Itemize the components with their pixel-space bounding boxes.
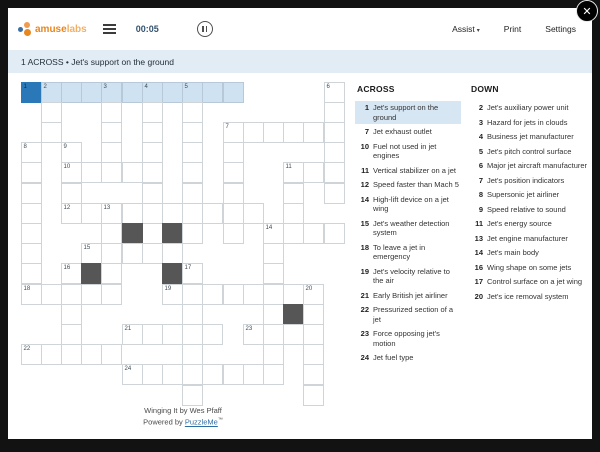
grid-cell[interactable] [21, 344, 42, 365]
cell-number: 22 [23, 345, 31, 352]
clue-number: 3 [478, 117, 483, 127]
clue-text: Major jet aircraft manufacturer [487, 161, 588, 170]
clue-number: 7 [364, 127, 369, 136]
cell-number: 7 [225, 123, 229, 130]
clue-text: High-lift device on a jet wing [373, 194, 449, 213]
grid-cell[interactable] [142, 162, 163, 183]
clue-text: Jet's weather detection system [373, 218, 450, 237]
grid-cell[interactable] [142, 142, 163, 163]
cell-number: 17 [184, 264, 192, 271]
clue-text: Early British jet airliner [373, 290, 448, 300]
cell-number: 14 [265, 224, 273, 231]
grid-cell[interactable] [101, 122, 122, 143]
across-clues-panel [355, 84, 461, 366]
grid-cell[interactable] [162, 82, 183, 103]
cell-number: 11 [285, 163, 292, 170]
grid-cell[interactable] [61, 344, 82, 365]
grid-cell[interactable] [182, 324, 203, 345]
grid-cell[interactable] [303, 284, 324, 305]
grid-cell[interactable] [243, 364, 264, 385]
cell-number: 10 [63, 163, 71, 170]
grid-cell[interactable] [324, 162, 345, 183]
grid-cell[interactable] [223, 122, 244, 143]
clue-number: 15 [360, 218, 369, 228]
grid-cell[interactable] [283, 183, 304, 204]
clue-text: Speed faster than Mach 5 [373, 180, 459, 189]
grid-cell[interactable] [303, 122, 324, 143]
grid-cell[interactable] [182, 142, 203, 163]
grid-cell[interactable] [41, 82, 62, 103]
grid-cell[interactable] [162, 324, 183, 345]
grid-cell[interactable] [324, 102, 345, 123]
grid-cell[interactable] [202, 82, 223, 103]
grid-cell[interactable] [142, 82, 163, 103]
grid-cell[interactable] [81, 284, 102, 305]
grid-cell[interactable] [142, 324, 163, 345]
grid-cell[interactable] [283, 324, 304, 345]
grid-cell[interactable] [182, 102, 203, 123]
clue-text: Jet exhaust outlet [373, 127, 432, 136]
grid-cell[interactable] [263, 304, 284, 325]
grid-cell[interactable] [324, 142, 345, 163]
grid-cell[interactable] [283, 162, 304, 183]
grid-cell[interactable] [303, 304, 324, 325]
grid-cell[interactable] [41, 122, 62, 143]
clue-number: 11 [361, 165, 369, 175]
grid-cell[interactable] [223, 162, 244, 183]
grid-cell[interactable] [122, 364, 143, 385]
grid-cell[interactable] [303, 385, 324, 406]
grid-cell[interactable] [61, 183, 82, 204]
grid-cell[interactable] [41, 102, 62, 123]
grid-cell[interactable] [101, 284, 122, 305]
grid-cell[interactable] [101, 203, 122, 224]
grid-cell[interactable] [263, 263, 284, 284]
grid-cell[interactable] [101, 344, 122, 365]
cell-number: 1 [23, 83, 27, 90]
grid-cell[interactable] [21, 183, 42, 204]
clue-text: Jet engine manufacturer [487, 233, 568, 243]
cell-number: 8 [23, 143, 27, 150]
grid-cell[interactable] [283, 284, 304, 305]
clue-number: 14 [474, 248, 483, 257]
cell-number: 19 [164, 285, 172, 292]
cell-number: 13 [103, 204, 111, 211]
cell-number: 21 [124, 325, 132, 332]
grid-cell[interactable] [303, 324, 324, 345]
clue-down-13[interactable] [469, 232, 595, 246]
clue-number: 5 [478, 146, 483, 156]
grid-cell[interactable] [202, 203, 223, 224]
grid-cell[interactable] [101, 263, 122, 284]
grid-cell[interactable] [182, 82, 203, 103]
grid-cell[interactable] [162, 284, 183, 305]
print-button[interactable]: Print [503, 24, 522, 34]
grid-cell[interactable] [21, 142, 42, 163]
grid-cell[interactable] [223, 203, 244, 224]
cell-number: 9 [63, 143, 67, 150]
clue-text: Vertical stabilizer on a jet [373, 165, 456, 175]
clue-text: Speed relative to sound [487, 204, 566, 214]
clue-text: Pressurized section of a jet [373, 305, 454, 324]
grid-cell[interactable] [122, 243, 143, 264]
clue-text: Fuel not used in jet engines [373, 141, 437, 160]
clue-across-18[interactable] [355, 241, 461, 264]
clue-text: Jet's velocity relative to the air [373, 266, 450, 285]
clue-number: 1 [364, 103, 369, 112]
clue-text: Jet's pitch control surface [487, 146, 572, 156]
clue-text: Wing shape on some jets [487, 262, 572, 272]
grid-cell[interactable] [21, 203, 42, 224]
clue-down-9[interactable] [469, 203, 595, 217]
grid-cell[interactable] [182, 385, 203, 406]
grid-cell[interactable] [243, 284, 264, 305]
grid-cell[interactable] [283, 122, 304, 143]
clue-down-8[interactable] [469, 188, 595, 202]
grid-cell[interactable] [101, 223, 122, 244]
clue-number: 18 [360, 242, 369, 252]
grid-cell[interactable] [142, 243, 163, 264]
grid-cell[interactable] [223, 183, 244, 204]
clue-across-24[interactable] [355, 351, 461, 365]
grid-cell[interactable] [41, 344, 62, 365]
grid-cell[interactable] [263, 223, 284, 244]
puzzleme-link[interactable]: PuzzleMe [184, 417, 218, 427]
cell-number: 24 [124, 365, 132, 372]
grid-cell[interactable] [61, 142, 82, 163]
current-clue-text: 1 ACROSS • Jet's support on the ground [21, 56, 174, 67]
grid-cell[interactable] [223, 142, 244, 163]
clue-number: 14 [360, 194, 369, 204]
clue-text: Jet's main body [487, 248, 539, 257]
clue-number: 6 [478, 161, 483, 170]
clue-text: Supersonic jet airliner [487, 190, 560, 199]
down-clues-panel [469, 84, 595, 304]
grid-cell[interactable] [324, 82, 345, 103]
down-heading: DOWN [471, 84, 499, 94]
grid-cell[interactable] [182, 263, 203, 284]
cell-number: 18 [23, 285, 31, 292]
grid-cell[interactable] [61, 284, 82, 305]
grid-cell[interactable] [122, 324, 143, 345]
close-icon[interactable]: ✕ [576, 0, 598, 22]
grid-cell[interactable] [21, 82, 42, 103]
assist-label: Assist [452, 24, 475, 34]
grid-cell[interactable] [41, 284, 62, 305]
grid-cell[interactable] [122, 82, 143, 103]
clue-across-10[interactable] [355, 140, 461, 163]
grid-cell[interactable] [303, 162, 324, 183]
grid-cell[interactable] [21, 243, 42, 264]
grid-cell[interactable] [101, 142, 122, 163]
grid-cell[interactable] [122, 203, 143, 224]
grid-cell[interactable] [61, 82, 82, 103]
cell-number: 15 [83, 244, 91, 251]
clue-text: Control surface on a jet wing [487, 277, 583, 286]
grid-block-cell [283, 304, 304, 325]
grid-cell[interactable] [61, 324, 82, 345]
clue-text: To leave a jet in emergency [373, 242, 426, 261]
grid-cell[interactable] [182, 162, 203, 183]
clue-across-23[interactable] [355, 327, 461, 350]
clue-across-19[interactable] [355, 265, 461, 288]
clue-number: 21 [360, 290, 369, 300]
powered-by-line [8, 417, 358, 427]
grid-block-cell [162, 223, 183, 244]
grid-cell[interactable] [142, 183, 163, 204]
clue-number: 16 [474, 262, 483, 272]
clue-text: Jet's auxiliary power unit [487, 103, 569, 112]
settings-button[interactable]: Settings [545, 24, 576, 34]
grid-cell[interactable] [21, 284, 42, 305]
clue-number: 24 [360, 353, 369, 362]
puzzle-window [8, 8, 592, 439]
chevron-down-icon: ▾ [476, 28, 480, 34]
grid-cell[interactable] [101, 162, 122, 183]
grid-block-cell [81, 263, 102, 284]
grid-cell[interactable] [243, 324, 264, 345]
clue-text: Jet's ice removal system [487, 291, 569, 301]
grid-cell[interactable] [21, 263, 42, 284]
clue-down-20[interactable] [469, 290, 595, 304]
grid-cell[interactable] [61, 263, 82, 284]
grid-cell[interactable] [303, 364, 324, 385]
logo-word-amuse: amuse [35, 23, 67, 35]
grid-cell[interactable] [21, 223, 42, 244]
clue-text: Hazard for jets in clouds [487, 117, 568, 127]
cell-number: 23 [245, 325, 253, 332]
grid-cell[interactable] [142, 122, 163, 143]
clue-text: Jet's energy source [487, 219, 552, 228]
clue-number: 20 [474, 291, 483, 301]
grid-cell[interactable] [263, 324, 284, 345]
grid-cell[interactable] [202, 324, 223, 345]
grid-cell[interactable] [81, 344, 102, 365]
down-list [469, 101, 595, 303]
clue-down-16[interactable] [469, 261, 595, 275]
grid-cell[interactable] [182, 223, 203, 244]
clue-down-11[interactable] [469, 217, 595, 231]
grid-cell[interactable] [61, 203, 82, 224]
grid-cell[interactable] [243, 203, 264, 224]
cell-number: 5 [184, 83, 188, 90]
grid-cell[interactable] [202, 364, 223, 385]
across-heading: ACROSS [357, 84, 395, 94]
cell-number: 16 [63, 264, 71, 271]
clue-down-6[interactable] [469, 159, 595, 173]
trademark-symbol: ™ [217, 417, 223, 423]
clue-across-14[interactable] [355, 193, 461, 216]
grid-cell[interactable] [182, 183, 203, 204]
grid-cell[interactable] [263, 284, 284, 305]
grid-cell[interactable] [61, 162, 82, 183]
cell-number: 3 [103, 83, 107, 90]
grid-cell[interactable] [202, 284, 223, 305]
clue-text: Jet's support on the ground [373, 103, 439, 122]
grid-cell[interactable] [263, 344, 284, 365]
clue-text: Business jet manufacturer [487, 132, 574, 141]
clue-down-4[interactable] [469, 130, 595, 144]
grid-cell[interactable] [61, 304, 82, 325]
clue-down-17[interactable] [469, 275, 595, 289]
grid-cell[interactable] [182, 284, 203, 305]
timer-value: 00:05 [135, 24, 159, 34]
grid-cell[interactable] [101, 82, 122, 103]
clue-text: Force opposing jet's motion [373, 329, 440, 348]
grid-cell[interactable] [162, 364, 183, 385]
grid-cell[interactable] [223, 82, 244, 103]
clue-down-2[interactable] [469, 101, 595, 115]
clue-number: 4 [478, 132, 483, 141]
grid-cell[interactable] [223, 223, 244, 244]
grid-cell[interactable] [81, 243, 102, 264]
clue-across-21[interactable] [355, 289, 461, 303]
clue-number: 19 [360, 266, 369, 276]
clue-down-3[interactable] [469, 116, 595, 130]
grid-cell[interactable] [182, 344, 203, 365]
grid-cell[interactable] [122, 162, 143, 183]
grid-cell[interactable] [162, 243, 183, 264]
grid-cell[interactable] [263, 364, 284, 385]
clue-number: 17 [474, 277, 483, 286]
powered-by-prefix: Powered by [143, 417, 185, 427]
grid-cell[interactable] [303, 223, 324, 244]
grid-cell[interactable] [81, 203, 102, 224]
clue-across-22[interactable] [355, 303, 461, 326]
clue-across-7[interactable] [355, 125, 461, 139]
clue-across-12[interactable] [355, 178, 461, 192]
across-list [355, 101, 461, 365]
grid-cell[interactable] [223, 284, 244, 305]
grid-cell[interactable] [182, 122, 203, 143]
grid-block-cell [162, 263, 183, 284]
clue-text: Jet's position indicators [487, 175, 565, 185]
grid-cell[interactable] [324, 122, 345, 143]
grid-cell[interactable] [243, 122, 264, 143]
grid-cell[interactable] [283, 203, 304, 224]
grid-cell[interactable] [162, 203, 183, 224]
clue-number: 11 [475, 219, 483, 228]
clue-down-14[interactable] [469, 246, 595, 260]
grid-cell[interactable] [101, 243, 122, 264]
grid-cell[interactable] [101, 102, 122, 123]
clue-across-11[interactable] [355, 164, 461, 178]
clue-down-5[interactable] [469, 145, 595, 159]
clue-number: 13 [474, 233, 483, 243]
cell-number: 2 [43, 83, 47, 90]
grid-cell[interactable] [142, 102, 163, 123]
clue-number: 8 [478, 190, 483, 199]
grid-cell[interactable] [182, 364, 203, 385]
grid-cell[interactable] [223, 364, 244, 385]
clue-number: 9 [478, 204, 483, 214]
grid-cell[interactable] [303, 344, 324, 365]
cell-number: 20 [305, 285, 313, 292]
clue-number: 7 [478, 175, 483, 185]
clue-text: Jet fuel type [373, 353, 414, 362]
grid-cell[interactable] [81, 162, 102, 183]
clue-across-1[interactable] [355, 101, 461, 124]
grid-cell[interactable] [283, 223, 304, 244]
cell-number: 6 [326, 83, 330, 90]
clue-number: 23 [360, 329, 369, 338]
grid-cell[interactable] [324, 183, 345, 204]
grid-cell[interactable] [21, 162, 42, 183]
grid-cell[interactable] [182, 203, 203, 224]
clue-number: 22 [360, 305, 369, 314]
clue-number: 10 [360, 141, 369, 151]
puzzle-title: Winging It by Wes Pfaff [144, 406, 222, 415]
grid-cell[interactable] [182, 304, 203, 325]
grid-cell[interactable] [142, 364, 163, 385]
logo-word-labs: labs [66, 23, 87, 35]
clue-number: 12 [360, 180, 369, 189]
grid-block-cell [122, 223, 143, 244]
grid-cell[interactable] [324, 223, 345, 244]
cell-number: 4 [144, 83, 148, 90]
grid-cell[interactable] [263, 243, 284, 264]
grid-cell[interactable] [142, 203, 163, 224]
grid-cell[interactable] [81, 82, 102, 103]
clue-down-7[interactable] [469, 174, 595, 188]
cell-number: 12 [63, 204, 71, 211]
clue-number: 2 [478, 103, 483, 112]
clue-across-15[interactable] [355, 217, 461, 240]
grid-cell[interactable] [263, 122, 284, 143]
